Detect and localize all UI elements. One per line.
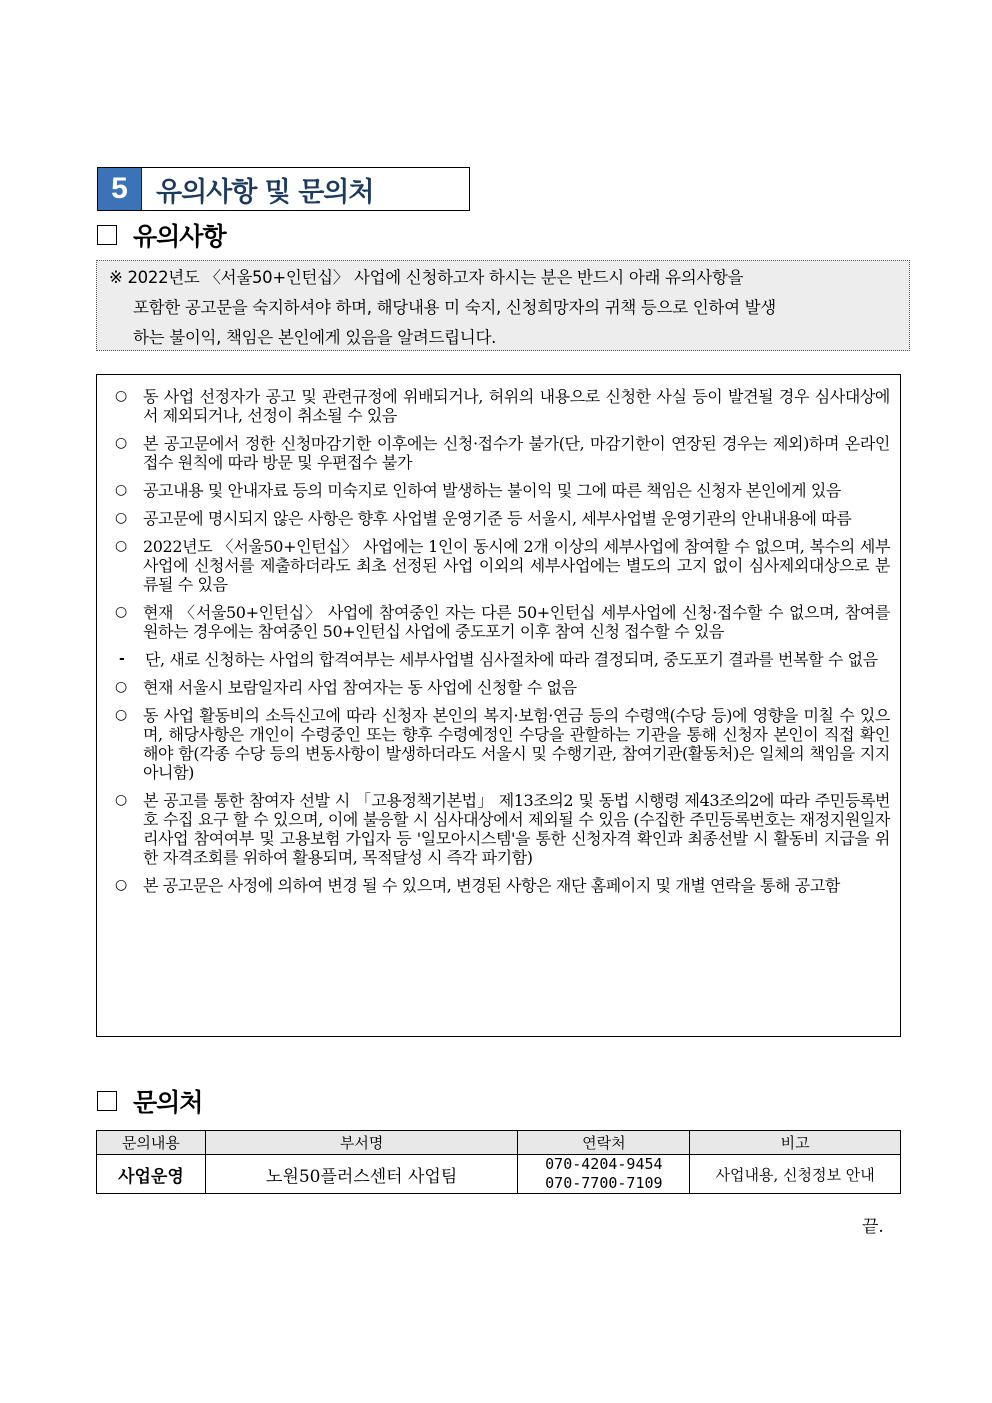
circle-bullet-icon: ○ <box>115 877 127 893</box>
contact-heading-label: 문의처 <box>133 1088 203 1117</box>
list-item-text: 본 공고문에서 정한 신청마감기한 이후에는 신청·접수가 불가(단, 마감기한이 연장된 경우는 제외)하며 온라인 접수 원칙에 따라 방문 및 우편접수 불가 <box>143 434 890 472</box>
circle-bullet-icon: ○ <box>115 510 127 526</box>
list-item <box>115 706 890 782</box>
table-row <box>97 1155 901 1194</box>
precautions-list <box>96 374 901 1037</box>
list-item-text: 2022년도 〈서울50+인턴십〉 사업에는 1인이 동시에 2개 이상의 세부사업에 참여할 수 없으며, 복수의 세부사업에 신청서를 제출하더라도 최초 선정된 사업 이외의 세부사업에는 별도의 고지 없이 심사제외대상으로 분류될 수 있음 <box>143 537 890 594</box>
precautions-heading-label: 유의사항 <box>133 222 226 251</box>
circle-bullet-icon: ○ <box>115 707 127 723</box>
circle-bullet-icon: ○ <box>115 482 127 498</box>
notice-box <box>96 260 910 351</box>
contact-heading <box>97 1083 202 1119</box>
circle-bullet-icon: ○ <box>115 388 127 404</box>
square-bullet-icon <box>97 1091 117 1111</box>
column-header: 부서명 <box>205 1131 518 1155</box>
list-item-text: 본 공고를 통한 참여자 선발 시 「고용정책기본법」 제13조의2 및 동법 시행령 제43조의2에 따라 주민등록번호 수집 요구 할 수 있으며, 이에 불응할 시 심사대상에서 제외될 수 있음 (수집한 주민등록번호는 재정지원일자리사업 참여여부 및 고용보험 가입자 등 '일모아시스템'을 통한 신청자격 확인과 최종선발 시 활동비 지급을 위한 자격조회를 위하여 활용되며, 목적달성 시 즉각 파기함) <box>143 791 890 867</box>
circle-bullet-icon: ○ <box>115 435 127 451</box>
section-title: 유의사항 및 문의처 <box>156 176 374 208</box>
note: 사업내용, 신청정보 안내 <box>690 1155 901 1194</box>
list-item-text: 현재 서울시 보람일자리 사업 참여자는 동 사업에 신청할 수 없음 <box>143 678 577 697</box>
list-item <box>115 791 890 867</box>
phone-number[interactable]: 070-7700-7109 <box>545 1174 663 1192</box>
inquiry-category: 사업운영 <box>97 1155 206 1194</box>
list-item <box>115 434 890 472</box>
notice-line: ※ 2022년도 〈서울50+인턴십〉 사업에 신청하고자 하시는 분은 반드시 아래 유의사항을 <box>109 268 744 287</box>
column-header: 문의내용 <box>97 1131 206 1155</box>
list-item-text: 동 사업 선정자가 공고 및 관련규정에 위배되거나, 허위의 내용으로 신청한 사실 등이 발견될 경우 심사대상에서 제외되거나, 선정이 취소될 수 있음 <box>143 387 890 425</box>
list-item <box>115 876 890 895</box>
notice-line: 포함한 공고문을 숙지하셔야 하며, 해당내용 미 숙지, 신청희망자의 귀책 등으로 인하여 발생 <box>133 298 776 317</box>
column-header: 연락처 <box>518 1131 690 1155</box>
circle-bullet-icon: ○ <box>115 792 127 808</box>
dash-bullet-icon: - <box>119 651 125 667</box>
list-item-text: 공고내용 및 안내자료 등의 미숙지로 인하여 발생하는 불이익 및 그에 따른 책임은 신청자 본인에게 있음 <box>143 481 841 500</box>
list-sub-item <box>115 650 890 669</box>
circle-bullet-icon: ○ <box>115 604 127 620</box>
list-item-text: 본 공고문은 사정에 의하여 변경 될 수 있으며, 변경된 사항은 재단 홈페이지 및 개별 연락을 통해 공고함 <box>143 876 840 895</box>
list-item <box>115 509 890 528</box>
contact-table <box>96 1130 901 1194</box>
column-header: 비고 <box>690 1131 901 1155</box>
phone-numbers <box>518 1155 690 1194</box>
circle-bullet-icon: ○ <box>115 679 127 695</box>
notice-line: 하는 불이익, 책임은 본인에게 있음을 알려드립니다. <box>133 328 497 347</box>
list-item-text: 현재 〈서울50+인턴십〉 사업에 참여중인 자는 다른 50+인턴십 세부사업에 신청·접수할 수 없으며, 참여를 원하는 경우에는 참여중인 50+인턴십 사업에 중도포기 이후 참여 신청 접수할 수 있음 <box>143 603 890 641</box>
list-item <box>115 678 890 697</box>
section-number: 5 <box>98 168 142 210</box>
list-item-text: 공고문에 명시되지 않은 사항은 향후 사업별 운영기준 등 서울시, 세부사업별 운영기관의 안내내용에 따름 <box>143 509 852 528</box>
circle-bullet-icon: ○ <box>115 538 127 554</box>
list-item-text: 동 사업 활동비의 소득신고에 따라 신청자 본인의 복지·보험·연금 등의 수령액(수당 등)에 영향을 미칠 수 있으며, 해당사항은 개인이 수령중인 또는 향후 수령예정인 수당을 관할하는 기관을 통해 신청자 본인이 직접 확인해야 함(각종 수당 등의 변동사항이 발생하더라도 서울시 및 수행기관, 참여기관(활동처)은 일체의 책임을 지지 아니함) <box>143 706 890 782</box>
section-header <box>97 167 470 211</box>
list-item-text: 단, 새로 신청하는 사업의 합격여부는 세부사업별 심사절차에 따라 결정되며, 중도포기 결과를 번복할 수 없음 <box>145 650 878 669</box>
square-bullet-icon <box>97 225 117 245</box>
list-item <box>115 481 890 500</box>
end-mark: 끝. <box>862 1217 884 1237</box>
department-name: 노원50플러스센터 사업팀 <box>205 1155 518 1194</box>
list-item <box>115 537 890 594</box>
list-item <box>115 387 890 425</box>
table-header-row <box>97 1131 901 1155</box>
precautions-heading <box>97 217 226 253</box>
list-item <box>115 603 890 641</box>
phone-number[interactable]: 070-4204-9454 <box>545 1155 663 1173</box>
